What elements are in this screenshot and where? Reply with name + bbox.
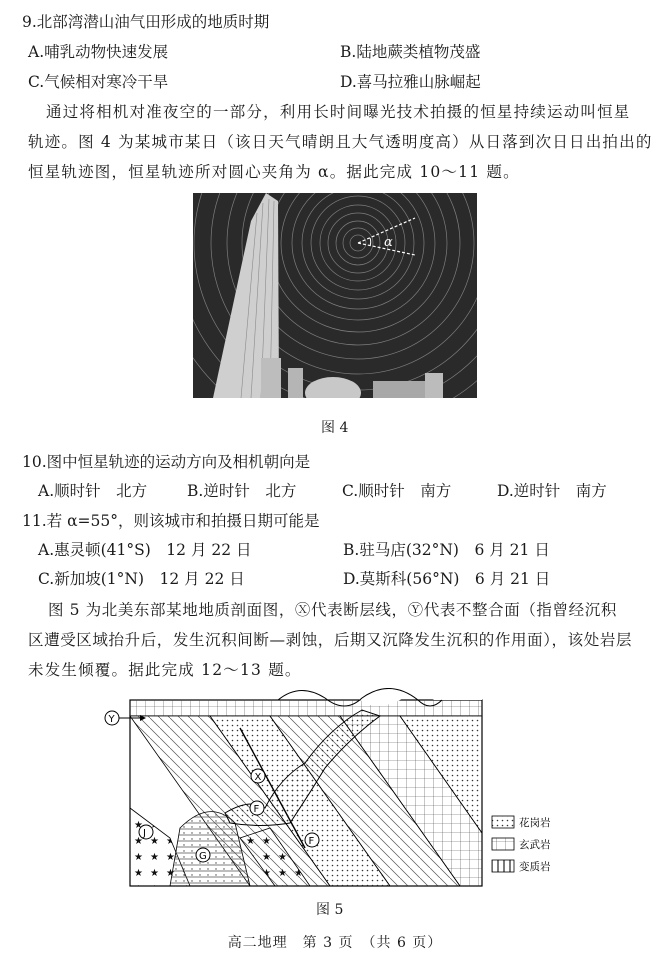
legend-metamorphic-swatch: [492, 860, 514, 872]
q11-option-d: D.莫斯科(56°N) 6 月 21 日: [343, 570, 551, 588]
q11-option-b: B.驻马店(32°N) 6 月 21 日: [343, 541, 550, 559]
marker-j-label: J: [143, 828, 146, 839]
q10-option-c: C.顺时针 南方: [342, 482, 452, 500]
marker-y-label: Y: [108, 714, 115, 725]
marker-j: [139, 825, 153, 839]
top-grid-layer: [130, 700, 482, 716]
intro1-line-2: 轨迹。图 4 为某城市某日（该日天气晴朗且大气透明度高）从日落到次日日出拍出的: [28, 133, 653, 151]
legend-granite-swatch: [492, 816, 514, 828]
building-2: [288, 368, 303, 398]
building-1: [261, 358, 281, 398]
intro1-line-1: 通过将相机对准夜空的一部分，利用长时间曝光技术拍摄的恒星持续运动叫恒星: [46, 103, 631, 121]
fig5-caption: 图 5: [316, 902, 344, 918]
legend: [492, 816, 551, 873]
q9-option-a: A.哺乳动物快速发展: [28, 43, 169, 61]
q10-option-a: A.顺时针 北方: [38, 482, 148, 500]
intro2-line-2: 区遭受区域抬升后，发生沉积间断—剥蚀，后期又沉降发生沉积的作用面），该处岩层: [28, 631, 633, 649]
cross-section-drawing: [100, 688, 590, 888]
marker-x-label: X: [254, 772, 262, 783]
q9-option-c: C.气候相对寒冷干旱: [28, 73, 169, 91]
intro2-line-3: 未发生倾覆。据此完成 12～13 题。: [28, 661, 302, 679]
q11-option-c: C.新加坡(1°N) 12 月 22 日: [38, 570, 245, 588]
building-3: [425, 373, 443, 398]
q9-option-d: D.喜马拉雅山脉崛起: [340, 73, 481, 91]
legend-metamorphic: 变质岩: [519, 861, 551, 873]
marker-f-upper-label: F: [253, 804, 260, 815]
q9-option-b: B.陆地蕨类植物茂盛: [340, 43, 481, 61]
legend-basalt-swatch: [492, 838, 514, 850]
q9-stem: 9.北部湾潜山油气田形成的地质时期: [22, 13, 270, 31]
marker-f-right-label: F: [308, 836, 315, 847]
q11-stem: 11.若 α=55°，则该城市和拍摄日期可能是: [22, 512, 320, 530]
intro2-line-1: 图 5 为北美东部某地地质剖面图，Ⓧ代表断层线，Ⓨ代表不整合面（指曾经沉积: [48, 601, 617, 619]
intro1-line-3: 恒星轨迹图，恒星轨迹所对圆心夹角为 α。据此完成 10～11 题。: [28, 163, 520, 181]
geologic-cross-section: [100, 688, 590, 888]
q11-option-a: A.惠灵顿(41°S) 12 月 22 日: [38, 541, 252, 559]
fig4-caption: 图 4: [321, 420, 349, 436]
angle-label: α: [384, 235, 393, 250]
page-footer: 高二地理 第 3 页 （共 6 页）: [227, 935, 443, 951]
legend-granite: 花岗岩: [519, 817, 551, 829]
legend-basalt: 玄武岩: [519, 839, 551, 851]
q10-option-b: B.逆时针 北方: [187, 482, 297, 500]
q10-stem: 10.图中恒星轨迹的运动方向及相机朝向是: [22, 453, 311, 471]
star-trail-drawing: [193, 193, 477, 398]
star-trail-photo: [193, 193, 477, 398]
marker-g-label: G: [199, 851, 207, 862]
q10-option-d: D.逆时针 南方: [497, 482, 607, 500]
